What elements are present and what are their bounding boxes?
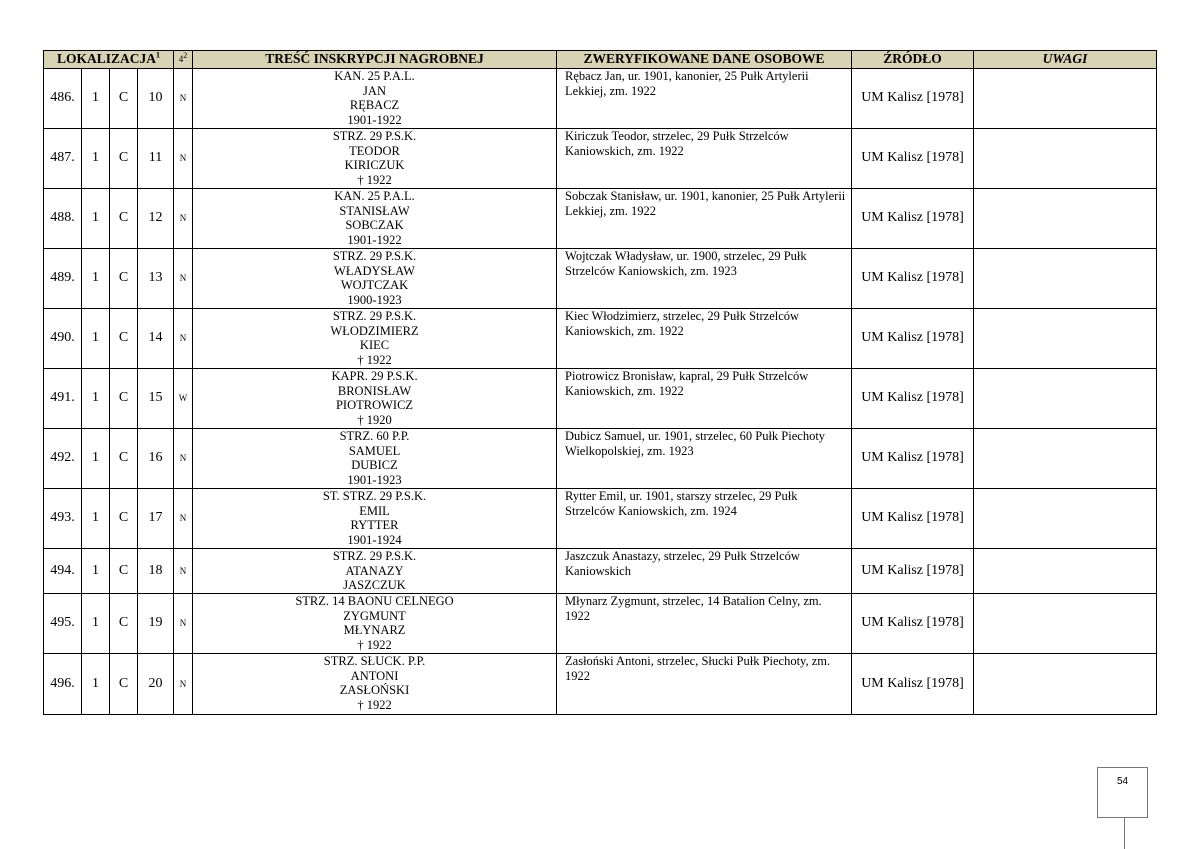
row-loc-b: C (110, 369, 138, 429)
table-row (44, 69, 1157, 129)
row-loc-b: C (110, 69, 138, 129)
page-box-line (1124, 818, 1125, 849)
inscription-line: STRZ. 29 P.S.K. (332, 549, 417, 563)
inscription-line: † 1922 (357, 637, 392, 652)
row-flag: N (174, 309, 193, 369)
row-inscription (193, 429, 557, 489)
inscription-line: PIOTROWICZ (335, 398, 414, 412)
row-number: 491. (44, 369, 82, 429)
inscription-line: KAPR. 29 P.S.K. (331, 369, 418, 383)
row-loc-b: C (110, 594, 138, 654)
inscription-line: STANISŁAW (339, 203, 410, 218)
row-number: 486. (44, 69, 82, 129)
table-row (44, 309, 1157, 369)
row-number: 494. (44, 549, 82, 594)
row-loc-a: 1 (82, 594, 110, 654)
row-number: 488. (44, 189, 82, 249)
row-loc-b: C (110, 429, 138, 489)
inscription-line: † 1922 (357, 697, 392, 712)
row-number: 496. (44, 654, 82, 715)
grave-register-table (43, 50, 1157, 715)
row-number: 489. (44, 249, 82, 309)
row-source: UM Kalisz [1978] (852, 309, 974, 369)
inscription-line: RĘBACZ (349, 98, 400, 112)
inscription-line: SOBCZAK (345, 218, 404, 232)
row-loc-c: 19 (138, 594, 174, 654)
row-inscription (193, 189, 557, 249)
row-source: UM Kalisz [1978] (852, 249, 974, 309)
row-loc-c: 18 (138, 549, 174, 594)
row-loc-a: 1 (82, 249, 110, 309)
inscription-line: DUBICZ (351, 458, 398, 472)
row-inscription (193, 249, 557, 309)
inscription-line: KIRICZUK (344, 158, 405, 172)
table-row (44, 549, 1157, 594)
row-inscription (193, 369, 557, 429)
row-loc-c: 20 (138, 654, 174, 715)
table-row (44, 189, 1157, 249)
row-verified-data: Rytter Emil, ur. 1901, starszy strzelec, 29 Pułk Strzelców Kaniowskich, zm. 1924 (557, 489, 852, 549)
row-verified-data: Kiriczuk Teodor, strzelec, 29 Pułk Strzelców Kaniowskich, zm. 1922 (557, 129, 852, 189)
row-loc-c: 12 (138, 189, 174, 249)
row-number: 495. (44, 594, 82, 654)
row-loc-b: C (110, 189, 138, 249)
inscription-line: RYTTER (350, 518, 399, 532)
row-loc-c: 13 (138, 249, 174, 309)
header-row (44, 51, 1157, 69)
row-loc-b: C (110, 549, 138, 594)
row-inscription (193, 489, 557, 549)
inscription-line: STRZ. SŁUCK. P.P. (323, 654, 426, 668)
row-loc-a: 1 (82, 489, 110, 549)
row-loc-a: 1 (82, 549, 110, 594)
row-remarks (974, 369, 1157, 429)
row-remarks (974, 69, 1157, 129)
row-verified-data: Dubicz Samuel, ur. 1901, strzelec, 60 Pułk Piechoty Wielkopolskiej, zm. 1923 (557, 429, 852, 489)
row-source: UM Kalisz [1978] (852, 594, 974, 654)
row-source: UM Kalisz [1978] (852, 69, 974, 129)
inscription-line: ANTONI (350, 668, 399, 683)
row-loc-b: C (110, 309, 138, 369)
row-loc-c: 14 (138, 309, 174, 369)
row-source: UM Kalisz [1978] (852, 489, 974, 549)
inscription-line: STRZ. 14 BAONU CELNEGO (295, 594, 454, 608)
inscription-line: SAMUEL (348, 443, 401, 458)
inscription-line: WŁADYSŁAW (334, 263, 415, 278)
row-loc-a: 1 (82, 129, 110, 189)
row-loc-a: 1 (82, 69, 110, 129)
inscription-line: KIEC (359, 338, 390, 352)
row-flag: N (174, 189, 193, 249)
row-remarks (974, 189, 1157, 249)
row-verified-data: Wojtczak Władysław, ur. 1900, strzelec, 29 Pułk Strzelców Kaniowskich, zm. 1923 (557, 249, 852, 309)
row-number: 492. (44, 429, 82, 489)
row-loc-a: 1 (82, 309, 110, 369)
inscription-line: STRZ. 60 P.P. (339, 429, 410, 443)
row-loc-a: 1 (82, 654, 110, 715)
row-loc-b: C (110, 489, 138, 549)
inscription-line: † 1922 (357, 172, 392, 187)
row-loc-b: C (110, 249, 138, 309)
table-row (44, 489, 1157, 549)
row-verified-data: Kiec Włodzimierz, strzelec, 29 Pułk Strzelców Kaniowskich, zm. 1922 (557, 309, 852, 369)
row-number: 490. (44, 309, 82, 369)
row-verified-data: Młynarz Zygmunt, strzelec, 14 Batalion Celny, zm. 1922 (557, 594, 852, 654)
row-source: UM Kalisz [1978] (852, 429, 974, 489)
table-row (44, 369, 1157, 429)
row-loc-c: 11 (138, 129, 174, 189)
page-number-box (1097, 767, 1148, 818)
row-source: UM Kalisz [1978] (852, 549, 974, 594)
inscription-line: JAN (363, 83, 386, 98)
row-source: UM Kalisz [1978] (852, 369, 974, 429)
inscription-line: STRZ. 29 P.S.K. (332, 309, 417, 323)
inscription-line: WOJTCZAK (340, 278, 409, 292)
inscription-line: ZASŁOŃSKI (339, 683, 410, 697)
inscription-line: STRZ. 29 P.S.K. (332, 129, 417, 143)
row-verified-data: Sobczak Stanisław, ur. 1901, kanonier, 25 Pułk Artylerii Lekkiej, zm. 1922 (557, 189, 852, 249)
inscription-line: KAN. 25 P.A.L. (334, 189, 415, 203)
header-source: ŹRÓDŁO (852, 51, 974, 69)
inscription-line: 1901-1922 (347, 112, 402, 127)
row-remarks (974, 489, 1157, 549)
table-row (44, 654, 1157, 715)
row-source: UM Kalisz [1978] (852, 189, 974, 249)
inscription-line: MŁYNARZ (343, 623, 406, 637)
table-row (44, 249, 1157, 309)
table-row (44, 129, 1157, 189)
row-loc-a: 1 (82, 369, 110, 429)
row-loc-a: 1 (82, 429, 110, 489)
inscription-line: ZYGMUNT (343, 608, 406, 623)
row-inscription (193, 69, 557, 129)
row-source: UM Kalisz [1978] (852, 654, 974, 715)
inscription-line: TEODOR (349, 143, 400, 158)
row-number: 487. (44, 129, 82, 189)
header-remarks: UWAGI (974, 51, 1157, 69)
row-verified-data: Piotrowicz Bronisław, kapral, 29 Pułk Strzelców Kaniowskich, zm. 1922 (557, 369, 852, 429)
row-flag: N (174, 489, 193, 549)
row-flag: W (174, 369, 193, 429)
inscription-line: BRONISŁAW (337, 383, 412, 398)
inscription-line: STRZ. 29 P.S.K. (332, 249, 417, 263)
row-remarks (974, 429, 1157, 489)
table-body (44, 69, 1157, 715)
row-loc-c: 10 (138, 69, 174, 129)
row-source: UM Kalisz [1978] (852, 129, 974, 189)
inscription-line: 1901-1922 (347, 232, 402, 247)
row-remarks (974, 249, 1157, 309)
row-verified-data: Rębacz Jan, ur. 1901, kanonier, 25 Pułk Artylerii Lekkiej, zm. 1922 (557, 69, 852, 129)
inscription-line: JASZCZUK (343, 578, 406, 592)
inscription-line: ATANAZY (345, 563, 404, 578)
table-row (44, 429, 1157, 489)
inscription-line: 1901-1923 (347, 472, 402, 487)
row-loc-c: 15 (138, 369, 174, 429)
row-remarks (974, 129, 1157, 189)
table-row (44, 594, 1157, 654)
row-inscription (193, 594, 557, 654)
inscription-line: † 1920 (357, 412, 392, 427)
row-flag: N (174, 129, 193, 189)
row-remarks (974, 594, 1157, 654)
row-inscription (193, 129, 557, 189)
row-loc-b: C (110, 129, 138, 189)
header-inscription: TREŚĆ INSKRYPCJI NAGROBNEJ (193, 51, 557, 69)
row-remarks (974, 549, 1157, 594)
row-remarks (974, 654, 1157, 715)
row-loc-c: 17 (138, 489, 174, 549)
row-verified-data: Jaszczuk Anastazy, strzelec, 29 Pułk Strzelców Kaniowskich (557, 549, 852, 594)
row-inscription (193, 654, 557, 715)
row-flag: N (174, 594, 193, 654)
inscription-line: 1900-1923 (347, 292, 402, 307)
inscription-line: 1901-1924 (347, 532, 402, 547)
row-inscription (193, 549, 557, 594)
row-loc-b: C (110, 654, 138, 715)
row-flag: N (174, 429, 193, 489)
inscription-line: KAN. 25 P.A.L. (334, 69, 415, 83)
row-loc-a: 1 (82, 189, 110, 249)
inscription-line: WŁODZIMIERZ (330, 323, 419, 338)
row-remarks (974, 309, 1157, 369)
row-flag: N (174, 69, 193, 129)
row-number: 493. (44, 489, 82, 549)
row-flag: N (174, 249, 193, 309)
row-flag: N (174, 549, 193, 594)
header-lokalizacja: LOKALIZACJA$^1$ (44, 51, 174, 69)
inscription-line: EMIL (359, 503, 390, 518)
row-loc-c: 16 (138, 429, 174, 489)
inscription-line: † 1922 (357, 352, 392, 367)
inscription-line: ST. STRZ. 29 P.S.K. (322, 489, 427, 503)
row-flag: N (174, 654, 193, 715)
page-number: 54 (1116, 776, 1129, 787)
row-inscription (193, 309, 557, 369)
header-col4: $4^2$ (174, 51, 193, 69)
row-verified-data: Zasłoński Antoni, strzelec, Słucki Pułk Piechoty, zm. 1922 (557, 654, 852, 715)
header-verified: ZWERYFIKOWANE DANE OSOBOWE (557, 51, 852, 69)
